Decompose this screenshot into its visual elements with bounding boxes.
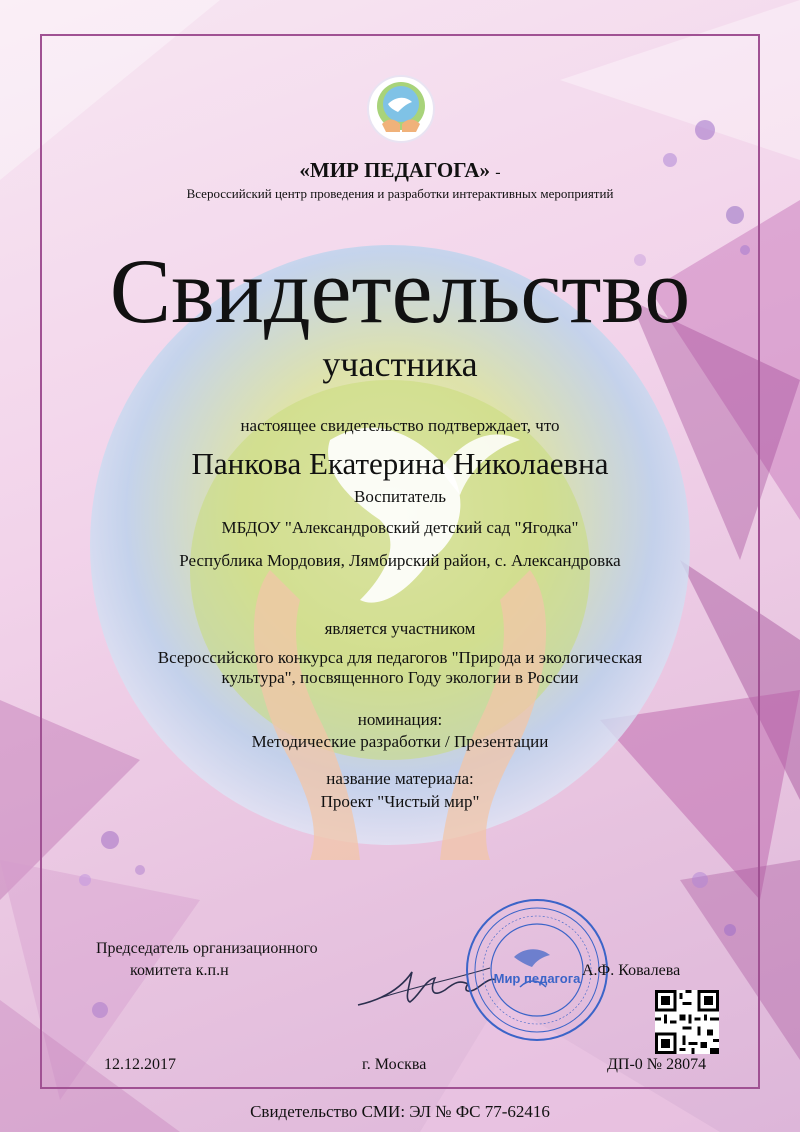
chair-title [96, 938, 318, 982]
contest-line-2: культура", посвященного Году экологии в России [221, 668, 579, 687]
participant-label: является участником [324, 619, 476, 638]
recipient-position: Воспитатель [354, 487, 446, 506]
qr-code [655, 990, 719, 1054]
recipient-name: Панкова Екатерина Николаевна [191, 446, 609, 481]
organization-title: «МИР ПЕДАГОГА» [299, 158, 491, 182]
organization-name [0, 158, 800, 183]
recipient-location: Республика Мордовия, Лямбирский район, с. Александровка [179, 551, 621, 570]
chair-line-2: комитета к.п.н [130, 962, 229, 979]
nomination-label: номинация: [357, 710, 443, 729]
document-number: ДП-0 № 28074 [607, 1056, 707, 1073]
issue-date: 12.12.2017 [104, 1056, 176, 1073]
certificate-title: Свидетельство [109, 240, 691, 342]
confirms-text: настоящее свидетельство подтверждает, что [240, 416, 560, 435]
globe-dove-logo [366, 74, 436, 144]
organization-title-suffix: - [495, 164, 501, 181]
media-registration: Свидетельство СМИ: ЭЛ № ФС 77-62416 [250, 1102, 550, 1121]
chair-line-1: Председатель организационного [96, 940, 318, 957]
seal-text: Мир педагога [493, 971, 581, 986]
certificate-subtitle: участника [322, 344, 478, 384]
recipient-institution: МБДОУ "Александровский детский сад "Ягодка" [221, 518, 579, 537]
material-value: Проект "Чистый мир" [320, 792, 480, 811]
material-label: название материала: [326, 769, 474, 788]
issue-city: г. Москва [362, 1056, 427, 1073]
organization-subtitle: Всероссийский центр проведения и разработки интерактивных мероприятий [186, 186, 614, 201]
contest-line-1: Всероссийского конкурса для педагогов "Природа и экологическая [157, 648, 643, 667]
signer-name: А.Ф. Ковалева [582, 962, 681, 979]
nomination-value: Методические разработки / Презентации [251, 732, 549, 751]
